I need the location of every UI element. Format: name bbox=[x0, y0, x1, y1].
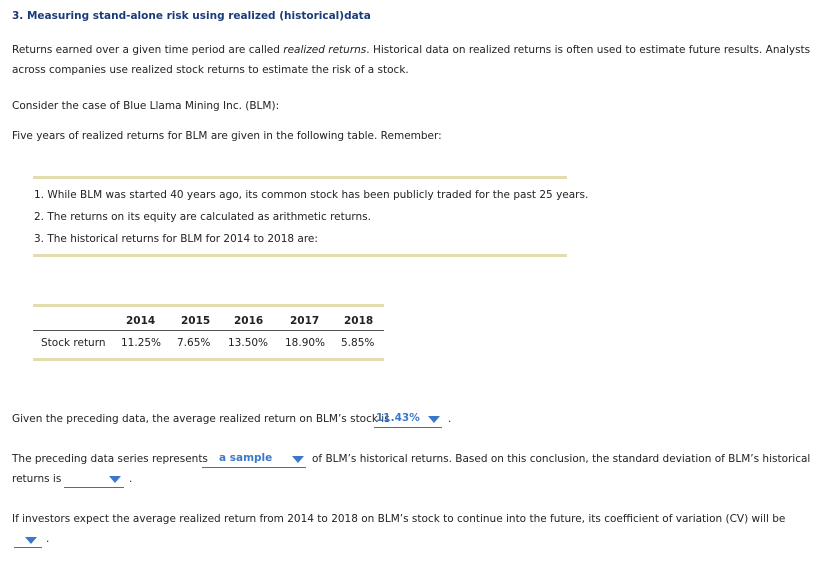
return-2016: 13.50% bbox=[228, 337, 269, 349]
question-title: 3. Measuring stand-alone risk using realized (historical)data bbox=[12, 10, 371, 22]
return-2015: 7.65% bbox=[177, 337, 211, 349]
q3-text: If investors expect the average realized return from 2014 to 2018 on BLM’s stock to continue into the future, its coefficient of variation (CV) will be bbox=[12, 513, 786, 525]
q2-text-b: of BLM’s historical returns. Based on this conclusion, the standard deviation of BLM’s historical bbox=[312, 453, 811, 465]
note-bottom-rule bbox=[33, 254, 567, 257]
q2-text-c: returns is bbox=[12, 473, 62, 485]
cv-dropdown[interactable] bbox=[14, 532, 42, 548]
q2-text-a: The preceding data series represents bbox=[12, 453, 208, 465]
table-header-divider bbox=[33, 330, 384, 331]
note-item-1: 1. While BLM was started 40 years ago, its common stock has been publicly traded for the past 25 years. bbox=[34, 189, 589, 201]
year-header-2014: 2014 bbox=[126, 315, 156, 327]
return-2018: 5.85% bbox=[341, 337, 375, 349]
return-2014: 11.25% bbox=[121, 337, 162, 349]
average-return-selected: 11.43% bbox=[376, 412, 420, 424]
chevron-down-icon bbox=[25, 537, 37, 544]
year-header-2015: 2015 bbox=[181, 315, 211, 327]
q1-text: Given the preceding data, the average realized return on BLM’s stock is bbox=[12, 413, 390, 425]
q2-period: . bbox=[129, 473, 133, 485]
chevron-down-icon bbox=[109, 476, 121, 483]
intro-line-1: Returns earned over a given time period are called realized returns. Historical data on realized returns is often used to estimate future results. Analysts bbox=[12, 44, 811, 56]
intro-line-2: across companies use realized stock returns to estimate the risk of a stock. bbox=[12, 64, 409, 76]
year-header-2018: 2018 bbox=[344, 315, 374, 327]
realized-returns-term: realized returns bbox=[283, 44, 367, 56]
year-header-2016: 2016 bbox=[234, 315, 264, 327]
sample-population-dropdown[interactable] bbox=[202, 452, 306, 468]
table-bottom-rule bbox=[33, 358, 384, 361]
note-top-rule bbox=[33, 176, 567, 179]
note-item-3: 3. The historical returns for BLM for 2014 to 2018 are: bbox=[34, 233, 318, 245]
average-return-dropdown[interactable] bbox=[374, 412, 442, 428]
consider-text: Consider the case of Blue Llama Mining Inc. (BLM): bbox=[12, 100, 280, 112]
table-top-rule bbox=[33, 304, 384, 307]
return-2017: 18.90% bbox=[285, 337, 326, 349]
chevron-down-icon bbox=[292, 456, 304, 463]
q1-period: . bbox=[448, 413, 452, 425]
five-years-text: Five years of realized returns for BLM are given in the following table. Remember: bbox=[12, 130, 442, 142]
note-item-2: 2. The returns on its equity are calculated as arithmetic returns. bbox=[34, 211, 371, 223]
std-deviation-dropdown[interactable] bbox=[64, 472, 124, 488]
q3-period: . bbox=[46, 533, 50, 545]
year-header-2017: 2017 bbox=[290, 315, 320, 327]
sample-population-selected: a sample bbox=[219, 452, 273, 464]
row-label: Stock return bbox=[41, 337, 106, 349]
chevron-down-icon bbox=[428, 416, 440, 423]
